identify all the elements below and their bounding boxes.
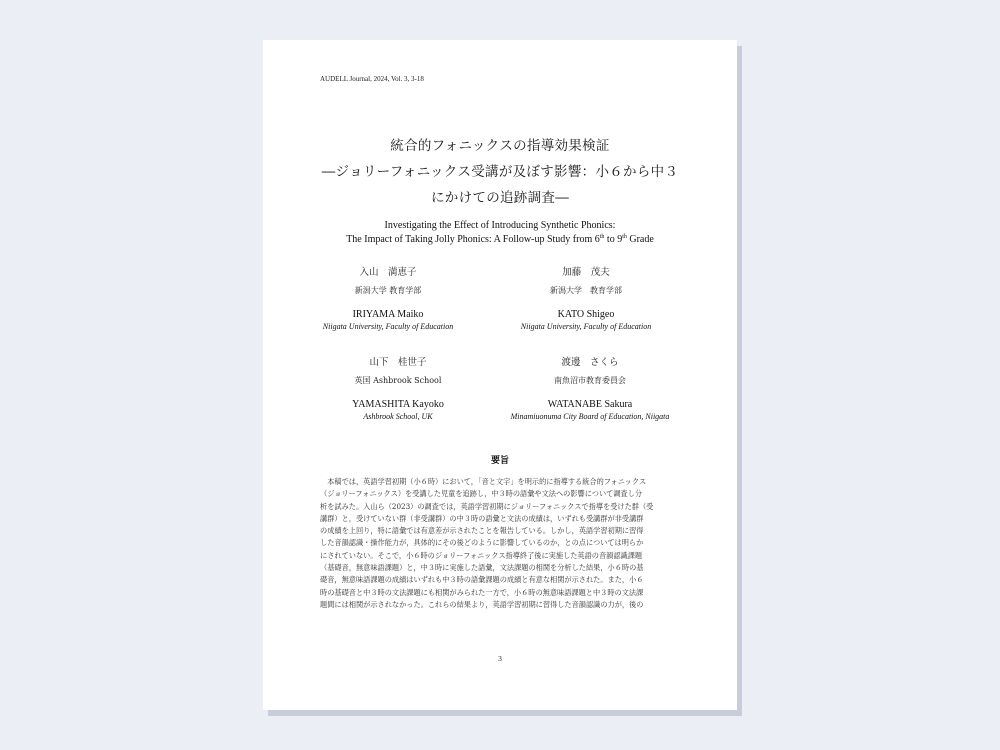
- author-name-en: WATANABE Sakura: [547, 399, 633, 410]
- paper-page: [263, 40, 737, 710]
- author-name-ja: 渡邊 さくら: [561, 357, 619, 368]
- abstract-body: [320, 476, 682, 611]
- abstract-line: した音韻認識・操作能力が，具体的にその後どのように影響しているのか，との点については明らか: [320, 538, 644, 548]
- abstract-line: にされていない。そこで，小６時のジョリーフォニックス指導終了後に実施した英語の音韻認識課題: [320, 550, 643, 560]
- author-affil-en: Niigata University, Faculty of Education: [322, 322, 454, 331]
- title-ja-line-2: ―ジョリーフォニックス受講が及ぼす影響：小６から中３: [321, 164, 679, 180]
- title-en-sup-1: th: [599, 234, 605, 240]
- title-en-line-1: Investigating the Effect of Introducing Synthetic Phonics:: [384, 220, 616, 231]
- author-affil-ja: 英国 Ashbrook School: [354, 376, 442, 385]
- abstract-line: 本稿では，英語学習初期（小６時）において，「音と文字」を明示的に指導する統合的フォニックス: [320, 477, 647, 486]
- author-affil-en: Ashbrook School, UK: [363, 412, 433, 421]
- author-block-3: [303, 354, 493, 421]
- author-block-2: [491, 264, 681, 331]
- title-ja-line-1: 統合的フォニックスの指導効果検証: [390, 138, 610, 154]
- author-block-4: [483, 354, 697, 421]
- author-name-ja: 加藤 茂夫: [562, 267, 610, 278]
- abstract-line: （基礎音，無意味語課題）と，中３時に実施した語彙，文法課題の相関を分析した結果，小６時の基: [320, 563, 644, 573]
- author-block-1: [293, 264, 483, 331]
- title-en-line-2: [263, 234, 737, 245]
- running-head: AUDELL Journal, 2024, Vol. 3, 3-18: [320, 75, 424, 83]
- title-en-line-2-pre: The Impact of Taking Jolly Phonics: A Follow-up Study from 6: [346, 234, 600, 245]
- page-number: 3: [498, 654, 502, 663]
- abstract-line: 時の基礎音と中３時の文法課題にも相関がみられた一方で，小６時の無意味語課題と中３時の文法課: [320, 587, 644, 597]
- title-en-sup-2: th: [622, 234, 627, 240]
- author-affil-ja: 新潟大学 教育学部: [354, 286, 422, 295]
- title-en-line-2-mid: to 9: [604, 234, 623, 245]
- author-name-ja: 入山 満恵子: [359, 267, 417, 278]
- abstract-line: 講群）と，受けていない群（非受講群）の中３時の語彙と文法の成績は，いずれも受講群が非受講群: [320, 513, 644, 523]
- author-name-en: YAMASHITA Kayoko: [352, 399, 444, 410]
- author-affil-en: Minamiuonuma City Board of Education, Niigata: [510, 412, 670, 421]
- abstract-line: 題間には相関が示されなかった。これらの結果より，英語学習初期に習得した音韻認識の力が，後の: [320, 599, 644, 609]
- author-name-en: IRIYAMA Maiko: [352, 309, 424, 320]
- abstract-line: 析を試みた。入山ら（2023）の調査では，英語学習初期にジョリーフォニックスで指導を受けた群（受: [320, 501, 654, 511]
- abstract-heading: 要旨: [490, 456, 509, 466]
- author-name-en: KATO Shigeo: [557, 309, 615, 320]
- title-ja-line-3: にかけての追跡調査―: [431, 190, 569, 206]
- title-en-line-2-post: Grade: [626, 234, 654, 245]
- abstract-line: の成績を上回り，特に語彙では有意差が示されたことを報告している。しかし，英語学習初期に習得: [320, 526, 644, 536]
- author-affil-ja: 南魚沼市教育委員会: [554, 376, 626, 385]
- author-affil-ja: 新潟大学 教育学部: [550, 286, 622, 295]
- author-affil-en: Niigata University, Faculty of Education: [520, 322, 652, 331]
- abstract-line: （ジョリーフォニックス）を受講した児童を追跡し，中３時の語彙や文法への影響について調査し分: [320, 489, 643, 499]
- abstract-line: 礎音，無意味語課題の成績はいずれも中３時の語彙課題の成績と有意な相関が示された。また，小６: [320, 575, 644, 585]
- author-name-ja: 山下 桂世子: [369, 357, 427, 368]
